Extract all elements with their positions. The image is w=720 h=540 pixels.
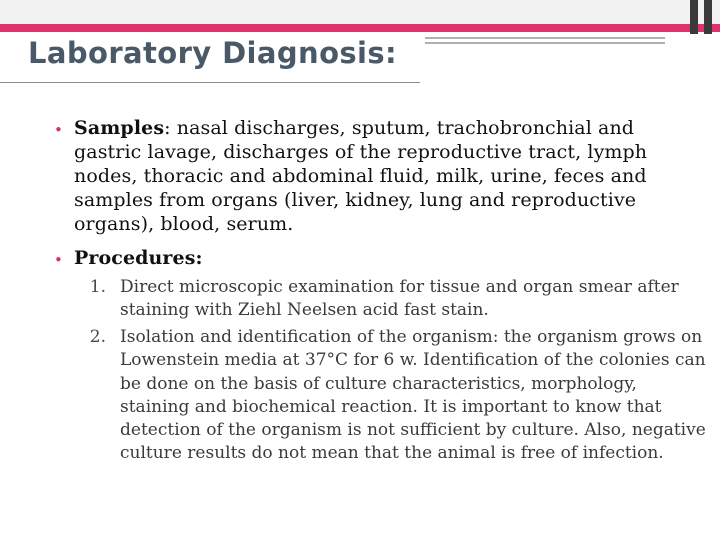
procedure-item: Direct microscopic examination for tissue and organ smear after staining with Ziehl Neelsen acid fast stain.	[120, 277, 679, 321]
accent-band	[0, 24, 720, 32]
procedure-number: 2.	[89, 327, 106, 347]
dark-band-right	[704, 0, 712, 34]
procedure-number: 1.	[89, 277, 106, 297]
bullet-icon: •	[54, 121, 63, 139]
corner-rule-1	[425, 37, 665, 39]
header-band	[0, 0, 720, 24]
procedures-label: Procedures:	[74, 247, 203, 269]
samples-paragraph	[74, 116, 699, 236]
bullet-icon: •	[54, 251, 63, 269]
procedure-item: Isolation and identification of the organism: the organism grows on Lowenstein media at 37°C for 6 w. Identification of the colonies can be done on the basis of culture characteristics, morphology, staining and biochemical reaction. It is important to know that detection of the organism is not sufficient by culture. Also, negative culture results do not mean that the animal is free of infection.	[120, 327, 706, 464]
title-underline	[0, 82, 420, 83]
dark-band-left	[690, 0, 698, 34]
samples-text: : nasal discharges, sputum, trachobronchial and gastric lavage, discharges of the reproductive tract, lymph nodes, thoracic and abdominal fluid, milk, urine, feces and samples from organs (liver, kidney, lung and reproductive organs), blood, serum.	[74, 117, 648, 235]
page-title: Laboratory Diagnosis:	[28, 36, 398, 70]
samples-label: Samples	[74, 117, 165, 139]
corner-rule-2	[425, 42, 665, 44]
procedures-heading	[74, 246, 699, 270]
